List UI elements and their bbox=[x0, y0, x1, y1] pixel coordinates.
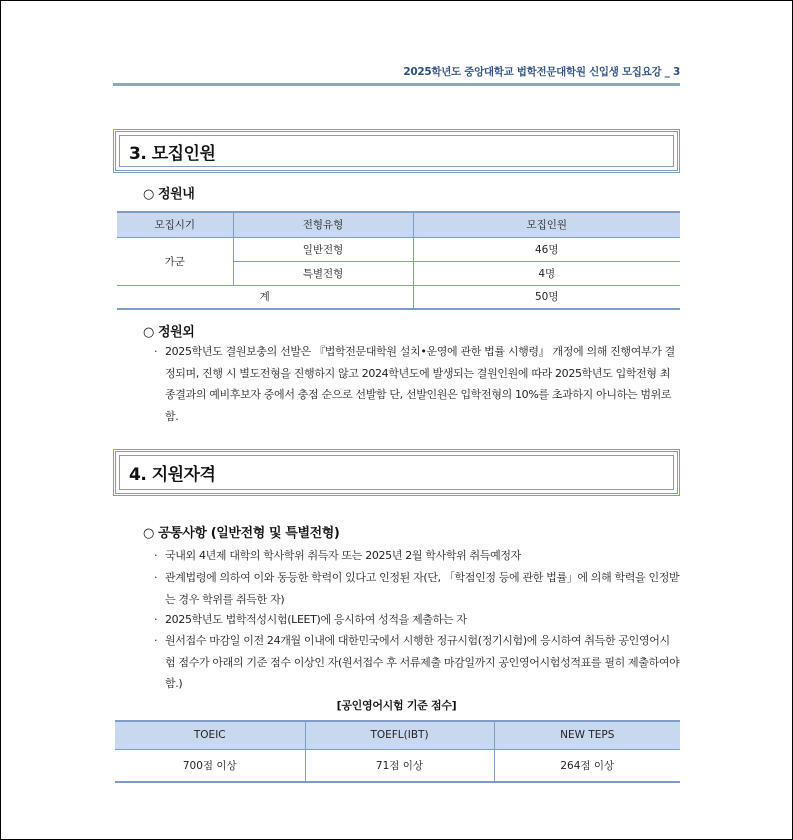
list-item bbox=[154, 630, 680, 695]
out-quota-paragraph bbox=[154, 341, 680, 427]
quota-header-count: 모집인원 bbox=[413, 212, 680, 237]
bullet-dot-icon: · bbox=[154, 345, 158, 358]
quota-type-cell: 일반전형 bbox=[233, 237, 413, 261]
section-4-title-box bbox=[113, 449, 680, 496]
quota-total-label: 계 bbox=[117, 285, 413, 309]
circle-bullet-icon: ○ bbox=[143, 325, 154, 340]
in-quota-heading-text: 정원내 bbox=[157, 187, 195, 202]
qualification-text: 국내외 4년제 대학의 학사학위 취득자 또는 2025년 2월 학사학위 취득예정자 bbox=[165, 549, 521, 562]
common-heading-text: 공통사항 (일반전형 및 특별전형) bbox=[157, 526, 340, 541]
quota-table-header-row bbox=[117, 212, 680, 237]
list-item bbox=[154, 545, 680, 567]
out-quota-text: 2025학년도 결원보충의 선발은 『법학전문대학원 설치•운영에 관한 법률 시행령』 개정에 의해 진행여부가 결정되며, 진행 시 별도전형을 진행하지 않고 2024학년도에 발생되는 결원인원에 따라 2025학년도 입학전형 최종결과의 예비후보자 중에서 충점 순으로 선발함 단, 선발인원은 입학전형의 10%를 초과하지 아니하는 범위로 함. bbox=[165, 345, 675, 423]
bullet-dot-icon: · bbox=[154, 634, 158, 647]
list-item bbox=[154, 567, 680, 610]
quota-total-row bbox=[117, 285, 680, 309]
quota-count-cell: 4명 bbox=[413, 261, 680, 285]
english-table-header-row bbox=[115, 721, 680, 749]
english-header-toeic: TOEIC bbox=[115, 721, 305, 749]
list-item bbox=[154, 609, 680, 631]
english-score-teps: 264점 이상 bbox=[494, 749, 680, 782]
english-score-toeic: 700점 이상 bbox=[115, 749, 305, 782]
out-quota-heading bbox=[143, 321, 194, 340]
bullet-dot-icon: · bbox=[154, 549, 158, 562]
qualification-text: 관계법령에 의하여 이와 동등한 학력이 있다고 인정된 자(단, 「학점인정 등에 관한 법률」에 의해 학력을 인정받는 경우 학위를 취득한 자) bbox=[165, 571, 680, 606]
quota-count-cell: 46명 bbox=[413, 237, 680, 261]
bullet-dot-icon: · bbox=[154, 571, 158, 584]
table-row bbox=[117, 237, 680, 261]
bullet-dot-icon: · bbox=[154, 613, 158, 626]
quota-header-period: 모집시기 bbox=[117, 212, 233, 237]
table-row bbox=[115, 749, 680, 782]
english-table-caption: [공인영어시험 기준 점수] bbox=[336, 699, 457, 712]
circle-bullet-icon: ○ bbox=[143, 526, 154, 541]
section-4-title: 4. 지원자격 bbox=[119, 455, 674, 490]
quota-total-count: 50명 bbox=[413, 285, 680, 309]
english-score-table bbox=[115, 720, 680, 783]
running-header: 2025학년도 중앙대학교 법학전문대학원 신입생 모집요강 _ 3 bbox=[403, 66, 680, 78]
quota-header-type: 전형유형 bbox=[233, 212, 413, 237]
out-quota-heading-text: 정원외 bbox=[157, 325, 195, 340]
qualification-text: 원서접수 마감일 이전 24개월 이내에 대한민국에서 시행한 정규시험(정기시험)에 응시하여 취득한 공인영어시험 점수가 아래의 기준 점수 이상인 자(원서접수 후 서류제출 마감일까지 공인영어시험성적표를 필히 제출하여야 함.) bbox=[165, 634, 680, 690]
qualification-text: 2025학년도 법학적성시험(LEET)에 응시하여 성적을 제출하는 자 bbox=[165, 613, 467, 626]
english-header-teps: NEW TEPS bbox=[494, 721, 680, 749]
section-3-title: 3. 모집인원 bbox=[119, 135, 674, 167]
quota-table bbox=[117, 211, 680, 310]
english-header-toefl: TOEFL(IBT) bbox=[305, 721, 494, 749]
common-heading bbox=[143, 522, 339, 541]
section-3-title-box bbox=[113, 129, 680, 173]
english-score-toefl: 71점 이상 bbox=[305, 749, 494, 782]
quota-period-cell: 가군 bbox=[117, 237, 233, 285]
circle-bullet-icon: ○ bbox=[143, 187, 154, 202]
in-quota-heading bbox=[143, 183, 194, 202]
header-rule bbox=[113, 83, 680, 86]
quota-type-cell: 특별전형 bbox=[233, 261, 413, 285]
